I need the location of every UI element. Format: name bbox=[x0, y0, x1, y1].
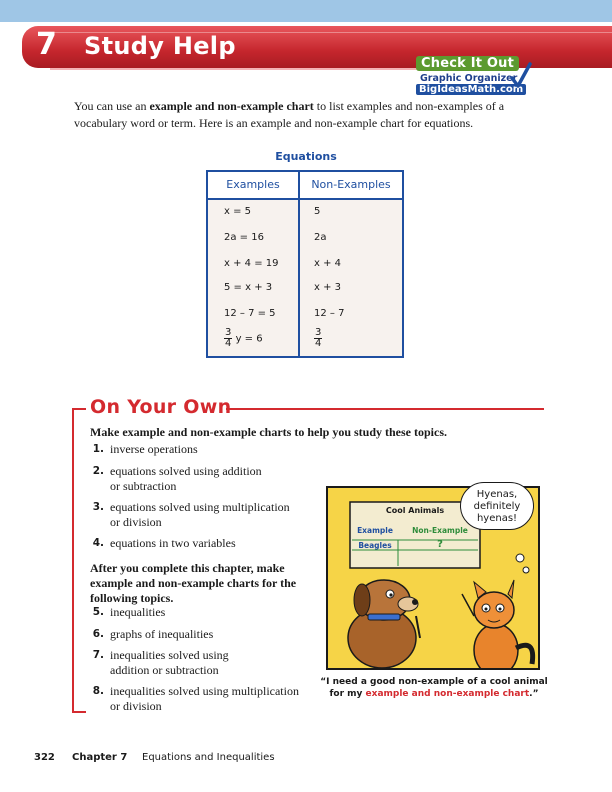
list-text: graphs of inequalities bbox=[110, 627, 214, 641]
list-number: 4. bbox=[92, 537, 104, 549]
fraction-denominator: 4 bbox=[225, 338, 232, 349]
board-cell-question: ? bbox=[437, 539, 443, 550]
list-text: equations solved using multiplication or division bbox=[110, 500, 290, 529]
intro-paragraph bbox=[74, 98, 544, 132]
logo-check-it-out: Check It Out bbox=[416, 56, 519, 71]
list-text: inequalities solved using addition or subtraction bbox=[110, 648, 229, 677]
fraction bbox=[224, 328, 232, 349]
chart-example-cell: 12 – 7 = 5 bbox=[224, 308, 276, 319]
section-bracket-bottom bbox=[72, 711, 86, 713]
list-text: inverse operations bbox=[110, 442, 198, 456]
top-color-band bbox=[0, 0, 612, 22]
chapter-number: 7 bbox=[36, 27, 57, 62]
fraction-numerator: 3 bbox=[225, 327, 232, 338]
list-item bbox=[90, 605, 310, 621]
logo-graphic-organizer: Graphic Organizer bbox=[420, 73, 518, 84]
list-item bbox=[90, 442, 310, 458]
page-number: 322 bbox=[34, 752, 55, 763]
prompt-2: After you complete this chapter, make example and non-example charts for the following topics. bbox=[90, 561, 297, 605]
list-item bbox=[90, 464, 310, 496]
list-number: 8. bbox=[92, 685, 104, 697]
on-your-own-title: On Your Own bbox=[90, 396, 232, 418]
section-bracket-top-right bbox=[226, 408, 544, 410]
list-item bbox=[90, 648, 310, 680]
list-number: 2. bbox=[92, 465, 104, 477]
logo-site-name: BigIdeasMath bbox=[419, 84, 497, 95]
list-item bbox=[90, 684, 310, 716]
caption-highlight: example and non-example chart bbox=[365, 689, 530, 699]
example-nonexample-chart bbox=[206, 170, 404, 358]
fraction-rest: y = 6 bbox=[235, 333, 263, 345]
page-title: Study Help bbox=[84, 32, 236, 60]
prompt-1: Make example and non-example charts to help you study these topics. bbox=[90, 425, 448, 439]
chart-nonexample-cell: 12 – 7 bbox=[314, 308, 345, 319]
list-item bbox=[90, 500, 310, 532]
chart-nonexample-cell: x + 4 bbox=[314, 258, 342, 269]
caption-text-2: .” bbox=[529, 689, 539, 699]
list-number: 6. bbox=[92, 628, 104, 640]
chart-example-fraction-cell bbox=[224, 328, 263, 349]
chart-nonexample-fraction-cell bbox=[314, 328, 322, 349]
board-title: Cool Animals bbox=[385, 506, 445, 515]
checkmark-icon bbox=[510, 62, 532, 90]
list-text: equations solved using addition or subtraction bbox=[110, 464, 262, 493]
list-text: inequalities bbox=[110, 605, 166, 619]
list-number: 7. bbox=[92, 649, 104, 661]
cartoon-caption bbox=[312, 676, 556, 700]
list-number: 1. bbox=[92, 443, 104, 455]
chart-header-nonexamples: Non-Examples bbox=[311, 178, 391, 191]
footer-chapter: Chapter 7 bbox=[72, 752, 128, 763]
page-footer bbox=[34, 752, 275, 763]
fraction bbox=[314, 328, 322, 349]
intro-bold-term: example and non-example chart bbox=[149, 99, 314, 113]
list-number: 5. bbox=[92, 606, 104, 618]
footer-title: Equations and Inequalities bbox=[142, 752, 275, 763]
speech-bubble: Hyenas, definitely hyenas! bbox=[460, 482, 534, 530]
list-number: 3. bbox=[92, 501, 104, 513]
section-bracket-left bbox=[72, 408, 74, 713]
intro-text-1: You can use an bbox=[74, 99, 150, 113]
fraction-numerator: 3 bbox=[315, 327, 322, 338]
logo-site-tld: .com bbox=[496, 84, 524, 95]
intro-text-2: to list examples and non-examples of a vocabulary word or term. Here is an example and non-example chart for equations. bbox=[74, 99, 505, 130]
chart-nonexample-cell: 5 bbox=[314, 206, 321, 217]
chart-nonexample-cell: 2a bbox=[314, 232, 327, 243]
list-text: inequalities solved using multiplication or division bbox=[110, 684, 299, 713]
check-it-out-logo[interactable] bbox=[414, 56, 532, 96]
chart-example-cell: 2a = 16 bbox=[224, 232, 264, 243]
chart-header-examples: Examples bbox=[226, 178, 280, 191]
list-item bbox=[90, 627, 310, 643]
list-item bbox=[90, 536, 310, 552]
chart-example-cell: x = 5 bbox=[224, 206, 252, 217]
header-underline bbox=[50, 68, 430, 70]
chart-nonexample-cell: x + 3 bbox=[314, 282, 342, 293]
fraction-denominator: 4 bbox=[315, 338, 322, 349]
board-col-example: Example bbox=[357, 526, 393, 535]
list-text: equations in two variables bbox=[110, 536, 236, 550]
chart-example-cell: 5 = x + 3 bbox=[224, 282, 273, 293]
section-bracket-top-left bbox=[72, 408, 86, 410]
chart-example-cell: x + 4 = 19 bbox=[224, 258, 279, 269]
board-cell-beagles: Beagles bbox=[358, 541, 392, 550]
caption-text-1: “I need a good non-example of a cool animal for my bbox=[320, 677, 548, 699]
chart-title: Equations bbox=[275, 150, 337, 163]
board-col-nonexample: Non-Example bbox=[412, 526, 468, 535]
chart-divider bbox=[298, 172, 300, 356]
